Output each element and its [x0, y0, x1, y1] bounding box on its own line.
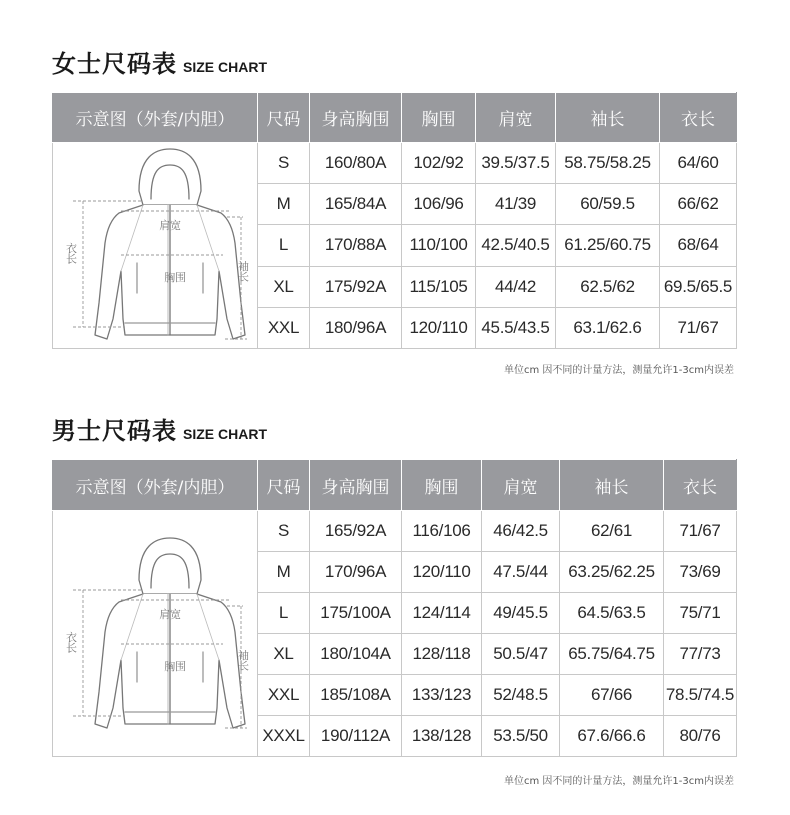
cell-size: L: [258, 225, 310, 266]
header-diagram: 示意图（外套/内胆）: [53, 93, 258, 143]
table-row: [53, 511, 737, 552]
cell-height-chest: 185/108A: [310, 675, 402, 716]
cell-sleeve: 64.5/63.5: [560, 593, 664, 634]
table-header-row: [53, 93, 737, 143]
cell-length: 71/67: [660, 307, 737, 348]
cell-length: 66/62: [660, 184, 737, 225]
header-sleeve: 袖长: [560, 460, 664, 511]
cell-sleeve: 65.75/64.75: [560, 634, 664, 675]
cell-shoulder: 52/48.5: [482, 675, 560, 716]
women-size-table: [52, 92, 737, 349]
cell-size: XL: [258, 266, 310, 307]
diagram-label-chest: 胸围: [164, 659, 186, 673]
cell-height-chest: 165/92A: [310, 511, 402, 552]
header-sleeve: 袖长: [556, 93, 660, 143]
cell-chest: 116/106: [402, 511, 482, 552]
women-title-cn: 女士尺码表: [52, 50, 177, 78]
jacket-diagram: [55, 143, 255, 348]
cell-height-chest: 180/104A: [310, 634, 402, 675]
diagram-label-sleeve: 袖长: [236, 260, 250, 282]
header-height-chest: 身高胸围: [310, 460, 402, 511]
cell-sleeve: 62.5/62: [556, 266, 660, 307]
cell-length: 73/69: [664, 552, 737, 593]
cell-height-chest: 175/92A: [310, 266, 402, 307]
cell-chest: 138/128: [402, 716, 482, 757]
cell-chest: 120/110: [402, 552, 482, 593]
header-diagram: 示意图（外套/内胆）: [53, 460, 258, 511]
men-size-chart-title: [52, 411, 267, 446]
cell-chest: 128/118: [402, 634, 482, 675]
cell-size: M: [258, 552, 310, 593]
cell-size: XL: [258, 634, 310, 675]
header-length: 衣长: [660, 93, 737, 143]
cell-size: XXXL: [258, 716, 310, 757]
cell-chest: 115/105: [402, 266, 476, 307]
cell-shoulder: 42.5/40.5: [476, 225, 556, 266]
cell-chest: 133/123: [402, 675, 482, 716]
cell-shoulder: 50.5/47: [482, 634, 560, 675]
cell-length: 77/73: [664, 634, 737, 675]
cell-sleeve: 63.1/62.6: [556, 307, 660, 348]
cell-shoulder: 45.5/43.5: [476, 307, 556, 348]
cell-height-chest: 190/112A: [310, 716, 402, 757]
header-length: 衣长: [664, 460, 737, 511]
diagram-label-chest: 胸围: [164, 271, 186, 284]
cell-height-chest: 170/96A: [310, 552, 402, 593]
men-title-cn: 男士尺码表: [52, 417, 177, 445]
cell-height-chest: 165/84A: [310, 184, 402, 225]
cell-sleeve: 67/66: [560, 675, 664, 716]
cell-shoulder: 44/42: [476, 266, 556, 307]
diagram-label-shoulder: 肩宽: [159, 219, 181, 232]
cell-chest: 102/92: [402, 143, 476, 184]
women-title-en: SIZE CHART: [183, 59, 267, 75]
cell-size: XXL: [258, 307, 310, 348]
cell-sleeve: 60/59.5: [556, 184, 660, 225]
header-size: 尺码: [258, 93, 310, 143]
men-size-table: [52, 459, 737, 757]
cell-sleeve: 61.25/60.75: [556, 225, 660, 266]
jacket-diagram: [55, 514, 255, 754]
cell-length: 69.5/65.5: [660, 266, 737, 307]
cell-size: XXL: [258, 675, 310, 716]
jacket-diagram-cell: [53, 511, 258, 757]
men-title-en: SIZE CHART: [183, 426, 267, 442]
cell-sleeve: 63.25/62.25: [560, 552, 664, 593]
cell-chest: 120/110: [402, 307, 476, 348]
cell-height-chest: 175/100A: [310, 593, 402, 634]
header-size: 尺码: [258, 460, 310, 511]
diagram-label-length: 衣长: [64, 630, 78, 653]
cell-length: 78.5/74.5: [664, 675, 737, 716]
cell-chest: 106/96: [402, 184, 476, 225]
cell-shoulder: 46/42.5: [482, 511, 560, 552]
cell-size: L: [258, 593, 310, 634]
cell-shoulder: 53.5/50: [482, 716, 560, 757]
diagram-label-length: 衣长: [64, 242, 78, 264]
cell-size: S: [258, 511, 310, 552]
cell-shoulder: 39.5/37.5: [476, 143, 556, 184]
cell-size: S: [258, 143, 310, 184]
cell-height-chest: 170/88A: [310, 225, 402, 266]
header-height-chest: 身高胸围: [310, 93, 402, 143]
cell-length: 71/67: [664, 511, 737, 552]
cell-height-chest: 160/80A: [310, 143, 402, 184]
cell-sleeve: 58.75/58.25: [556, 143, 660, 184]
diagram-label-sleeve: 袖长: [236, 648, 250, 671]
jacket-diagram-cell: [53, 143, 258, 349]
cell-sleeve: 67.6/66.6: [560, 716, 664, 757]
header-shoulder: 肩宽: [482, 460, 560, 511]
women-measurement-note: 单位cm 因不同的计量方法，测量允许1-3cm内误差: [504, 365, 734, 376]
cell-chest: 110/100: [402, 225, 476, 266]
women-size-chart-title: [52, 44, 267, 79]
table-row: [53, 143, 737, 184]
cell-chest: 124/114: [402, 593, 482, 634]
cell-height-chest: 180/96A: [310, 307, 402, 348]
cell-length: 64/60: [660, 143, 737, 184]
cell-shoulder: 41/39: [476, 184, 556, 225]
header-chest: 胸围: [402, 460, 482, 511]
header-chest: 胸围: [402, 93, 476, 143]
cell-length: 68/64: [660, 225, 737, 266]
cell-shoulder: 47.5/44: [482, 552, 560, 593]
cell-shoulder: 49/45.5: [482, 593, 560, 634]
men-measurement-note: 单位cm 因不同的计量方法，测量允许1-3cm内误差: [504, 776, 734, 787]
diagram-label-shoulder: 肩宽: [159, 607, 181, 621]
table-header-row: [53, 460, 737, 511]
cell-length: 80/76: [664, 716, 737, 757]
header-shoulder: 肩宽: [476, 93, 556, 143]
cell-length: 75/71: [664, 593, 737, 634]
cell-size: M: [258, 184, 310, 225]
cell-sleeve: 62/61: [560, 511, 664, 552]
